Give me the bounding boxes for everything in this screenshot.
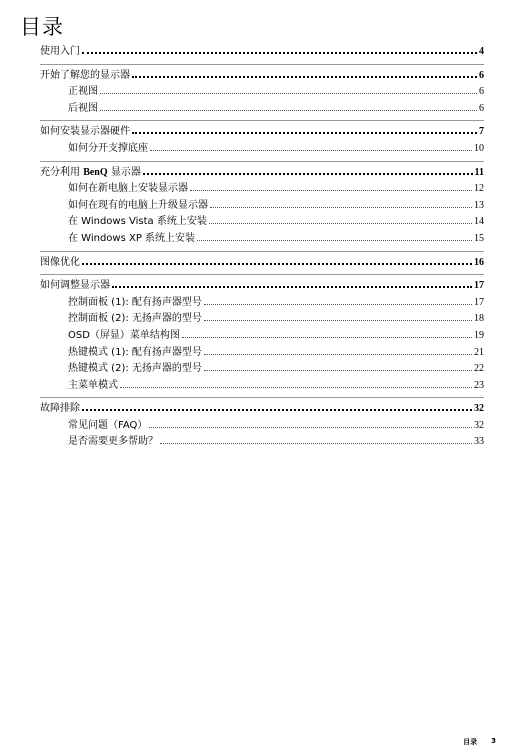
dot-leader bbox=[209, 222, 472, 224]
toc-subentry-need-more-help[interactable] bbox=[40, 434, 484, 451]
dot-leader bbox=[82, 51, 477, 54]
toc-subentry-page: 21 bbox=[474, 346, 484, 358]
toc-subentry-page: 15 bbox=[474, 232, 484, 244]
toc-entry-page: 6 bbox=[479, 69, 484, 81]
toc-entry-adjust-monitor[interactable] bbox=[40, 278, 484, 295]
toc-entry-page: 11 bbox=[474, 166, 484, 178]
dot-leader bbox=[82, 408, 472, 411]
toc-subentry-page: 13 bbox=[474, 199, 484, 211]
page-footer bbox=[463, 737, 496, 747]
toc-subentry-page: 10 bbox=[474, 142, 484, 154]
brand-name: BenQ bbox=[83, 166, 108, 178]
toc-subentry-page: 23 bbox=[474, 379, 484, 391]
toc-entry-picture-optimization[interactable] bbox=[40, 255, 484, 272]
dot-leader bbox=[143, 172, 473, 175]
toc-subentry-title: 如何在新电脑上安装显示器 bbox=[68, 183, 188, 195]
dot-leader bbox=[204, 303, 472, 305]
toc-entry-title: 开始了解您的显示器 bbox=[40, 69, 130, 81]
toc-subentry-title: 主菜单模式 bbox=[68, 379, 118, 391]
toc-subentry-install-xp[interactable] bbox=[40, 231, 484, 248]
dot-leader bbox=[204, 369, 472, 371]
toc-section bbox=[40, 68, 484, 122]
toc-subentry-page: 19 bbox=[474, 329, 484, 341]
toc-entry-title: 使用入门 bbox=[40, 46, 80, 57]
toc-section bbox=[40, 44, 484, 65]
dot-leader bbox=[197, 239, 472, 241]
toc-subentry-title: OSD（屏显）菜单结构图 bbox=[68, 329, 180, 341]
dot-leader bbox=[182, 336, 472, 338]
dot-leader bbox=[132, 75, 477, 78]
toc-subentry-page: 32 bbox=[474, 419, 484, 431]
dot-leader bbox=[100, 92, 477, 94]
toc-subentry-page: 18 bbox=[474, 313, 484, 325]
toc-subentry-hotkey-mode-2[interactable] bbox=[40, 361, 484, 378]
toc-subentry-upgrade-existing-pc[interactable] bbox=[40, 198, 484, 215]
toc-entry-know-your-monitor[interactable] bbox=[40, 68, 484, 85]
title-prefix: 充分利用 bbox=[40, 166, 84, 178]
dot-leader bbox=[112, 285, 472, 288]
title-suffix: 显示器 bbox=[107, 166, 141, 178]
dot-leader bbox=[210, 206, 472, 208]
toc-entry-title: 如何安装显示器硬件 bbox=[40, 126, 130, 138]
dot-leader bbox=[204, 353, 472, 355]
dot-leader bbox=[100, 109, 477, 111]
toc-subentry-page: 17 bbox=[474, 296, 484, 308]
toc-subentry-title: 热键模式 (2): 无扬声器的型号 bbox=[68, 363, 202, 375]
dot-leader bbox=[132, 131, 477, 134]
toc-subentry-title: 控制面板 (1): 配有扬声器型号 bbox=[68, 296, 202, 308]
toc-subentry-title: 如何在现有的电脑上升级显示器 bbox=[68, 199, 208, 211]
toc-entry-title: 如何调整显示器 bbox=[40, 280, 110, 292]
toc-subentry-page: 14 bbox=[474, 216, 484, 228]
toc-subentry-title: 在 Windows Vista 系统上安装 bbox=[68, 216, 207, 228]
toc-subentry-detach-stand[interactable] bbox=[40, 141, 484, 158]
toc-subentry-faq[interactable] bbox=[40, 418, 484, 435]
toc-subentry-control-panel-1[interactable] bbox=[40, 295, 484, 312]
toc-entry-page: 17 bbox=[474, 280, 484, 292]
footer-section-label: 目录 bbox=[463, 738, 478, 746]
toc-section bbox=[40, 278, 484, 398]
toc-subentry-control-panel-2[interactable] bbox=[40, 311, 484, 328]
toc-section bbox=[40, 124, 484, 161]
toc-subentry-hotkey-mode-1[interactable] bbox=[40, 345, 484, 362]
toc-entry-title bbox=[40, 165, 141, 182]
toc-subentry-title: 控制面板 (2): 无扬声器的型号 bbox=[68, 313, 202, 325]
toc-subentry-title: 在 Windows XP 系统上安装 bbox=[68, 232, 196, 244]
toc-subentry-page: 6 bbox=[479, 102, 484, 114]
toc-entry-title: 图像优化 bbox=[40, 256, 80, 268]
toc-section bbox=[40, 165, 484, 252]
toc-entry-get-most-from-monitor[interactable] bbox=[40, 165, 484, 182]
toc-subentry-title: 后视图 bbox=[68, 102, 98, 114]
toc-subentry-page: 22 bbox=[474, 363, 484, 375]
toc-subentry-title: 正视图 bbox=[68, 86, 98, 98]
toc-section bbox=[40, 401, 484, 454]
toc-subentry-title: 如何分开支撑底座 bbox=[68, 142, 148, 154]
toc-entry-page: 16 bbox=[474, 256, 484, 268]
toc-subentry-front-view[interactable] bbox=[40, 84, 484, 101]
toc-subentry-title: 常见问题（FAQ） bbox=[68, 419, 148, 431]
dot-leader bbox=[204, 319, 472, 321]
toc-entry-page: 32 bbox=[474, 403, 484, 415]
page-title: 目录 bbox=[20, 15, 64, 39]
dot-leader bbox=[149, 426, 472, 428]
dot-leader bbox=[82, 262, 472, 265]
dot-leader bbox=[150, 149, 472, 151]
toc-entry-page: 7 bbox=[479, 126, 484, 138]
toc-entry-install-hardware[interactable] bbox=[40, 124, 484, 141]
toc-subentry-page: 6 bbox=[479, 86, 484, 98]
toc-subentry-install-new-pc[interactable] bbox=[40, 181, 484, 198]
toc-subentry-back-view[interactable] bbox=[40, 101, 484, 118]
toc-subentry-main-menu-mode[interactable] bbox=[40, 378, 484, 395]
toc-subentry-page: 12 bbox=[474, 183, 484, 195]
toc-subentry-page: 33 bbox=[474, 436, 484, 448]
toc-entry-getting-started[interactable] bbox=[40, 44, 484, 61]
toc-entry-troubleshooting[interactable] bbox=[40, 401, 484, 418]
dot-leader bbox=[160, 442, 472, 444]
dot-leader bbox=[190, 189, 472, 191]
table-of-contents bbox=[40, 44, 484, 457]
toc-entry-title: 故障排除 bbox=[40, 403, 80, 415]
toc-entry-page: 4 bbox=[479, 46, 484, 57]
toc-section bbox=[40, 255, 484, 276]
dot-leader bbox=[120, 386, 472, 388]
footer-page-number: 3 bbox=[491, 737, 496, 745]
toc-subentry-osd-menu-structure[interactable] bbox=[40, 328, 484, 345]
toc-subentry-install-vista[interactable] bbox=[40, 214, 484, 231]
toc-subentry-title: 是否需要更多帮助？ bbox=[68, 436, 158, 448]
toc-subentry-title: 热键模式 (1): 配有扬声器型号 bbox=[68, 346, 202, 358]
